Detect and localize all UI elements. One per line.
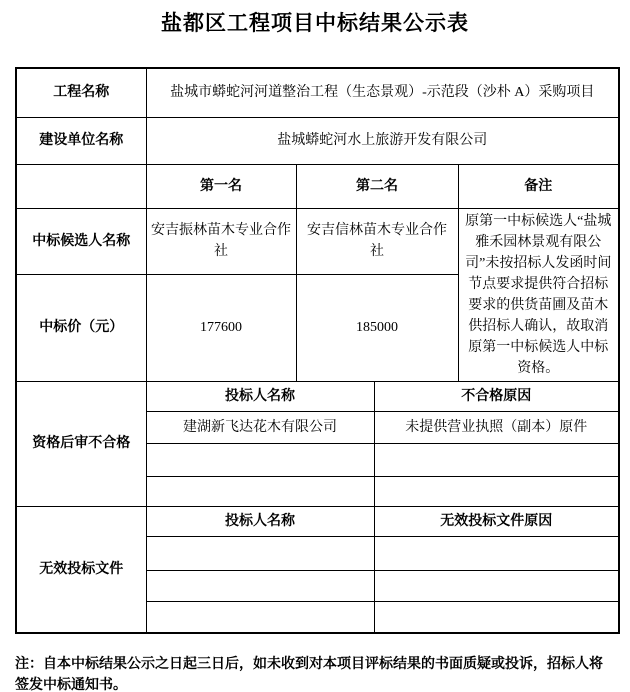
table-row (16, 506, 619, 536)
invalid-reason-value (374, 536, 619, 570)
invalid-bidder-header: 投标人名称 (146, 506, 374, 536)
remark-header: 备注 (458, 164, 619, 208)
qualification-section-label: 资格后审不合格 (16, 381, 146, 506)
second-place-header: 第二名 (296, 164, 458, 208)
footer-note: 注：自本中标结果公示之日起三日后，如未收到对本项目评标结果的书面质疑或投诉，招标人将签发中标通知书。 (15, 657, 603, 692)
table-row (16, 381, 619, 411)
qualification-bidder-value (146, 443, 374, 476)
price-first-value: 177600 (146, 275, 296, 381)
qualification-reason-value: 未提供营业执照（副本）原件 (374, 411, 619, 443)
qualification-bidder-header: 投标人名称 (146, 381, 374, 411)
invalid-reason-value (374, 601, 619, 633)
invalid-bidder-value (146, 536, 374, 570)
owner-name-label: 建设单位名称 (16, 117, 146, 164)
page-title: 盐都区工程项目中标结果公示表 (161, 11, 469, 35)
remark-text: 原第一中标候选人“盐城雅禾园林景观有限公司”未按招标人发函时间节点要求提供符合招标要求的供货苗圃及苗木供招标人确认，故取消原第一中标候选人中标资格。 (458, 208, 619, 381)
qualification-reason-value (374, 476, 619, 506)
owner-name-value: 盐城蟒蛇河水上旅游开发有限公司 (146, 117, 619, 164)
table-row (16, 68, 619, 117)
project-name-value: 盐城市蟒蛇河河道整治工程（生态景观）-示范段（沙朴 A）采购项目 (146, 68, 619, 117)
invalid-section-label: 无效投标文件 (16, 506, 146, 633)
table-row (16, 208, 619, 275)
first-place-header: 第一名 (146, 164, 296, 208)
candidates-label: 中标候选人名称 (16, 208, 146, 275)
blank-cell (16, 164, 146, 208)
invalid-reason-value (374, 570, 619, 601)
price-label: 中标价（元） (16, 275, 146, 381)
qualification-bidder-value: 建湖新飞达花木有限公司 (146, 411, 374, 443)
qualification-reason-value (374, 443, 619, 476)
table-row (16, 164, 619, 208)
invalid-reason-header: 无效投标文件原因 (374, 506, 619, 536)
candidate-second-value: 安吉信林苗木专业合作社 (296, 208, 458, 275)
price-second-value: 185000 (296, 275, 458, 381)
invalid-bidder-value (146, 601, 374, 633)
candidate-first-value: 安吉振林苗木专业合作社 (146, 208, 296, 275)
table-row (16, 117, 619, 164)
bid-result-table (15, 67, 620, 634)
qualification-bidder-value (146, 476, 374, 506)
qualification-reason-header: 不合格原因 (374, 381, 619, 411)
project-name-label: 工程名称 (16, 68, 146, 117)
invalid-bidder-value (146, 570, 374, 601)
